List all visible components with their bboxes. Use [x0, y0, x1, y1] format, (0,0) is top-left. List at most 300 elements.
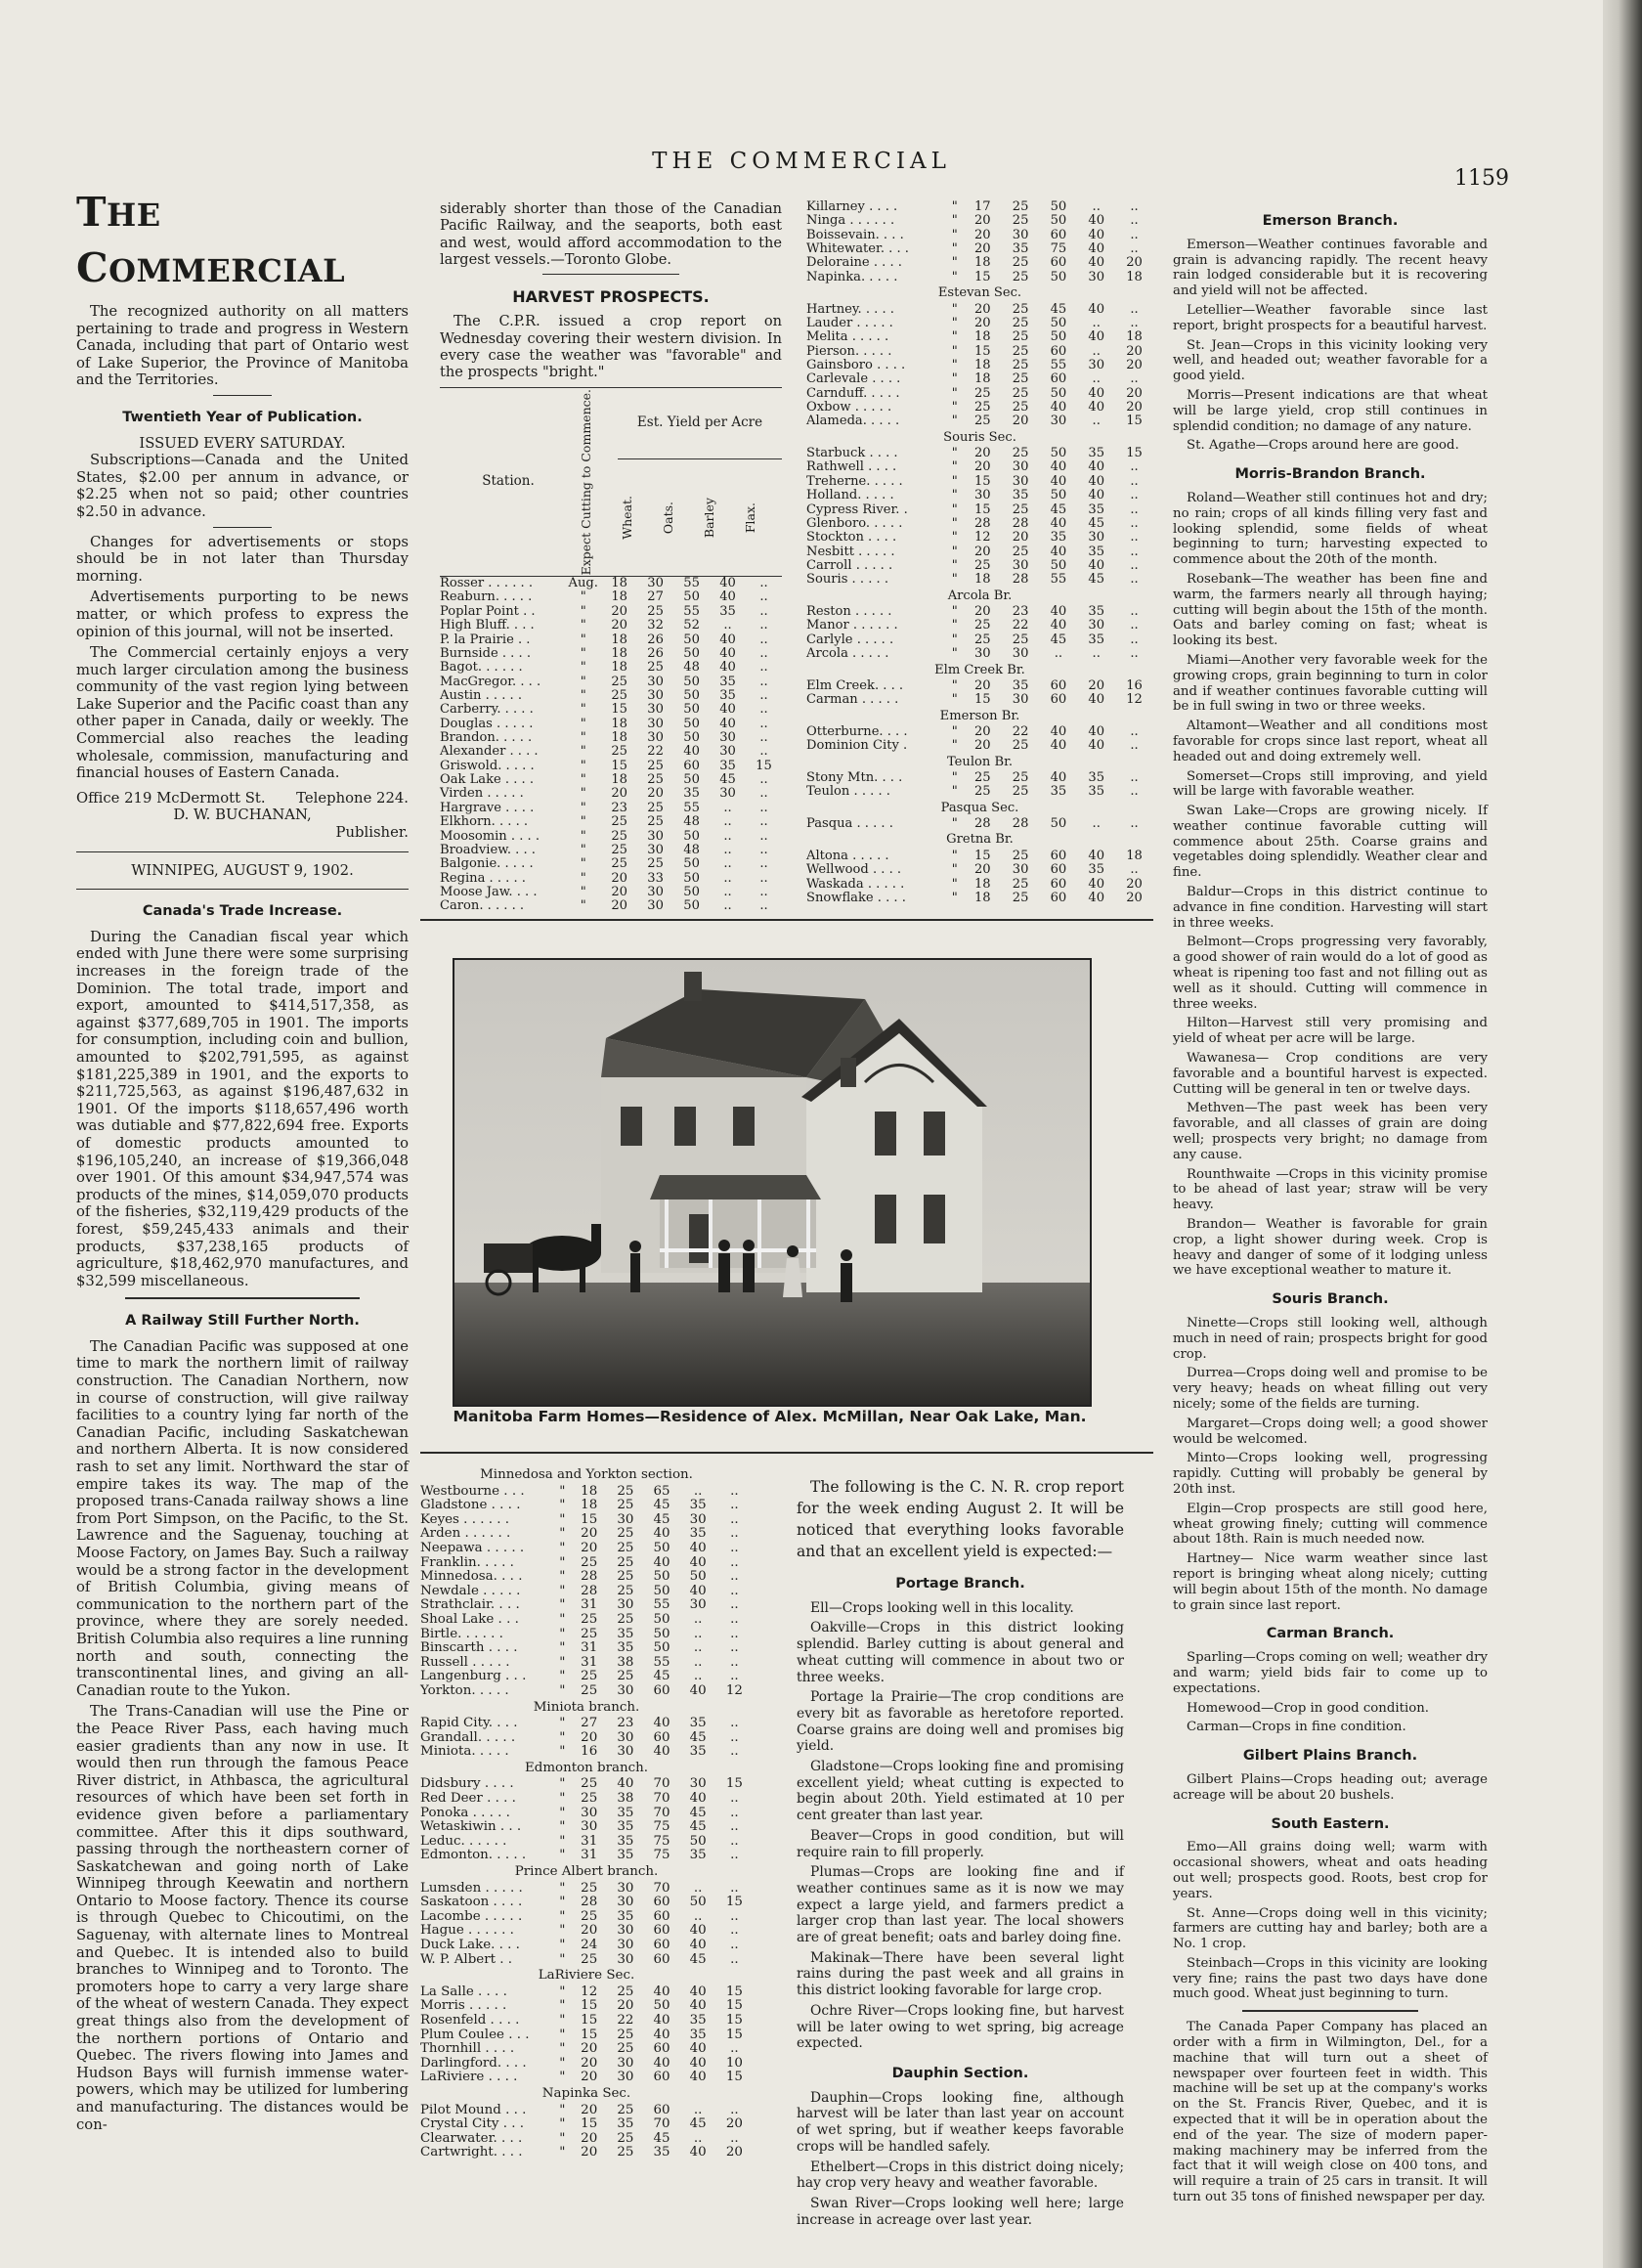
- table-row: [440, 773, 782, 787]
- value-cell: ": [580, 800, 586, 815]
- value-cell: ": [559, 1583, 566, 1598]
- value-cell: 25: [973, 632, 991, 647]
- lower-text-column: [797, 1476, 1124, 2232]
- table-row: [806, 679, 1153, 693]
- value-cell: 15: [725, 2012, 743, 2028]
- value-cell: 30: [617, 2070, 634, 2085]
- value-cell: 50: [1050, 329, 1067, 345]
- value-cell: ..: [730, 1716, 739, 1731]
- value-cell: ": [580, 744, 586, 760]
- station-cell: Strathclair. . . .: [420, 1597, 520, 1613]
- station-cell: Melita . . . . .: [806, 329, 889, 345]
- value-cell: ": [559, 1833, 566, 1849]
- value-cell: 35: [1088, 784, 1105, 800]
- value-cell: 40: [719, 589, 736, 605]
- value-cell: 12: [1126, 692, 1143, 708]
- value-cell: 45: [1088, 572, 1105, 588]
- value-cell: 15: [973, 502, 991, 517]
- value-cell: ..: [730, 1583, 739, 1598]
- value-cell: ..: [723, 870, 732, 886]
- value-cell: ..: [1130, 738, 1139, 754]
- section-row: [420, 1967, 753, 1985]
- value-cell: 55: [683, 576, 700, 591]
- station-cell: Carlyle . . . . .: [806, 632, 894, 647]
- value-cell: ..: [730, 1483, 739, 1499]
- station-cell: Franklin. . . . .: [420, 1554, 514, 1570]
- value-cell: 40: [1088, 876, 1105, 892]
- station-cell: Carroll . . . . .: [806, 557, 893, 573]
- value-cell: ": [951, 632, 958, 647]
- col-flax: Flax.: [743, 502, 757, 534]
- value-cell: 35: [719, 603, 736, 619]
- value-cell: 30: [617, 1511, 634, 1527]
- col-oats: Oats.: [661, 502, 675, 535]
- station-cell: Hargrave . . . .: [440, 800, 535, 815]
- value-cell: ..: [693, 1483, 703, 1499]
- value-cell: 25: [973, 400, 991, 415]
- value-cell: 25: [1012, 357, 1029, 372]
- value-cell: 18: [611, 772, 627, 788]
- value-cell: ..: [730, 2130, 739, 2146]
- table-row: [420, 2132, 753, 2147]
- value-cell: ": [559, 1498, 566, 1513]
- value-cell: ": [580, 814, 586, 830]
- value-cell: 45: [689, 1819, 707, 1835]
- value-cell: 15: [581, 2012, 598, 2028]
- branch-report: Elgin—Crop prospects are still good here, wheat growing finely; cutting will commence about 18th. Rain is much needed now.: [1173, 1501, 1488, 1548]
- table-row: [806, 401, 1153, 414]
- table-row: [420, 1717, 753, 1731]
- value-cell: ": [559, 1626, 566, 1641]
- value-cell: 15: [725, 2070, 743, 2085]
- value-cell: 35: [617, 2116, 634, 2132]
- value-cell: 20: [973, 459, 991, 475]
- value-cell: ": [951, 473, 958, 489]
- table-row: [420, 1939, 753, 1953]
- value-cell: 25: [1012, 544, 1029, 559]
- station-cell: Arcola . . . . .: [806, 646, 889, 662]
- station-cell: Dominion City .: [806, 738, 908, 754]
- value-cell: 25: [611, 687, 627, 703]
- value-cell: 23: [617, 1716, 634, 1731]
- value-cell: 25: [1012, 371, 1029, 387]
- value-cell: ..: [1130, 488, 1139, 503]
- table-row: [420, 1613, 753, 1628]
- value-cell: 20: [581, 2055, 598, 2071]
- article-body: During the Canadian fiscal year which ended with June there were some surprising increases in the foreign trade of the Dominion. The total trade, import and export, amounted to $414,517,358, as against $377,689,705 in 1901. The imports for consumption, including coin and bullion, amounted to $202,791,595, as against $181,225,389 in 1901, and the exports to $211,725,563, as against $196,487,632 in 1901. Of the imports $118,657,496 worth was dutiable and $77,822,694 free. Exports of domestic products amounted to $196,105,240, an increase of $19,366,048 over 1901. Of this amount $34,947,574 was products of the mines, $14,059,070 products of the fisheries, $32,119,429 products of the forest, $59,245,433 animals and their products, $37,238,165 products of agriculture, $18,462,970 manufactures, and $32,599 miscellaneous.: [76, 928, 409, 1289]
- station-cell: Yorkton. . . . .: [420, 1682, 509, 1698]
- value-cell: ": [559, 1716, 566, 1731]
- value-cell: 60: [1050, 876, 1067, 892]
- table-row: [440, 857, 782, 871]
- table-row: [806, 317, 1153, 330]
- value-cell: 30: [647, 730, 664, 746]
- value-cell: 48: [683, 842, 700, 857]
- branch-report: St. Agathe—Crops around here are good.: [1187, 438, 1459, 454]
- value-cell: 25: [581, 1880, 598, 1896]
- station-cell: Carlevale . . . .: [806, 371, 901, 387]
- value-cell: 35: [689, 1744, 707, 1760]
- branch-report: Baldur—Crops in this district continue to advance in fine condition. Harvesting will start in three weeks.: [1173, 885, 1488, 931]
- value-cell: ": [559, 2102, 566, 2117]
- value-cell: 30: [1088, 357, 1105, 372]
- value-cell: 50: [1050, 816, 1067, 832]
- station-cell: Alameda. . . . .: [806, 414, 900, 429]
- value-cell: 20: [611, 884, 627, 899]
- table-row: [420, 1556, 753, 1571]
- value-cell: 50: [1050, 488, 1067, 503]
- value-cell: 60: [1050, 848, 1067, 863]
- value-cell: 15: [973, 343, 991, 359]
- station-cell: Stockton . . . .: [806, 530, 897, 545]
- station-cell: Nesbitt . . . . .: [806, 544, 895, 559]
- value-cell: 60: [653, 1729, 670, 1745]
- station-cell: Binscarth . . . .: [420, 1640, 518, 1656]
- value-cell: 55: [683, 603, 700, 619]
- value-cell: 35: [617, 1626, 634, 1641]
- value-cell: 40: [1050, 473, 1067, 489]
- value-cell: 40: [689, 1540, 707, 1555]
- value-cell: ": [580, 716, 586, 731]
- value-cell: ..: [1130, 646, 1139, 662]
- table-row: [440, 830, 782, 844]
- branch-report: Ethelbert—Crops in this district doing nicely; hay crop very heavy and weather favorable.: [797, 2159, 1124, 2192]
- value-cell: 30: [689, 1776, 707, 1792]
- value-cell: ": [951, 488, 958, 503]
- office-line: [76, 790, 409, 807]
- station-cell: Gladstone . . . .: [420, 1498, 521, 1513]
- value-cell: 25: [581, 1626, 598, 1641]
- table-row: [420, 1670, 753, 1684]
- section-label: Arcola Br.: [947, 588, 1013, 603]
- station-cell: Rosser . . . . . .: [440, 576, 534, 591]
- value-cell: 28: [581, 1583, 598, 1598]
- value-cell: ": [559, 1483, 566, 1499]
- masthead-title: THE COMMERCIAL: [76, 189, 346, 291]
- value-cell: 45: [689, 1729, 707, 1745]
- value-cell: ..: [723, 884, 732, 899]
- value-cell: ..: [1130, 544, 1139, 559]
- station-cell: Neepawa . . . . .: [420, 1540, 525, 1555]
- value-cell: 50: [653, 1583, 670, 1598]
- value-cell: 40: [1088, 241, 1105, 257]
- value-cell: 25: [617, 1498, 634, 1513]
- value-cell: 40: [1088, 557, 1105, 573]
- value-cell: 40: [1088, 459, 1105, 475]
- farm-home-photo: [453, 958, 1092, 1407]
- value-cell: 20: [581, 1540, 598, 1555]
- table-row: [420, 1527, 753, 1542]
- value-cell: ..: [723, 800, 732, 815]
- table-row: [806, 229, 1153, 242]
- value-cell: 40: [1088, 227, 1105, 242]
- value-cell: 20: [1126, 876, 1143, 892]
- value-cell: 30: [617, 1951, 634, 1967]
- station-cell: Didsbury . . . .: [420, 1776, 514, 1792]
- value-cell: ..: [1092, 199, 1101, 214]
- article-body: The Canadian Pacific was supposed at one time to mark the northern limit of railway construction. The Canadian Northern, now in course of construction, will give railway facilities to a country lying far north of the Canadian Pacific, including Saskatchewan and northern Alberta. It is now considered rash to set any limit. Northward the star of empire takes its way. The map of the proposed trans-Canada railway shows a line from Port Simpson, on the Pacific, to the St. Lawrence and the Saguenay, touching at Moose Factory, on James Bay. Such a railway would be a strong factor in the development of British Columbia, giving means of communication to the northern part of the province, where they are sorely needed. British Columbia also requires a line running north and south, connecting the transcontinental lines, and giving an all-Canadian route to the Yukon.: [76, 1337, 409, 1699]
- value-cell: 20: [581, 1526, 598, 1542]
- value-cell: ..: [1130, 199, 1139, 214]
- value-cell: 31: [581, 1597, 598, 1613]
- value-cell: 60: [653, 1938, 670, 1952]
- value-cell: 35: [689, 2012, 707, 2028]
- branch-heading: South Eastern.: [1271, 1815, 1390, 1832]
- value-cell: 15: [581, 1998, 598, 2014]
- value-cell: 20: [581, 2130, 598, 2146]
- branch-report: Durrea—Crops doing well and promise to be very heavy; heads on wheat filling out very nicely; some of the fields are turning.: [1173, 1366, 1488, 1412]
- value-cell: 25: [617, 1554, 634, 1570]
- value-cell: 50: [683, 870, 700, 886]
- table-header: [440, 387, 782, 577]
- value-cell: 40: [1050, 618, 1067, 633]
- table-row: [440, 815, 782, 829]
- value-cell: ..: [759, 898, 768, 914]
- value-cell: 35: [653, 2145, 670, 2160]
- value-cell: 15: [725, 2027, 743, 2042]
- value-cell: 30: [617, 1938, 634, 1952]
- value-cell: 25: [1012, 255, 1029, 271]
- value-cell: ..: [730, 1880, 739, 1896]
- value-cell: 18: [973, 357, 991, 372]
- table-row: [420, 1499, 753, 1513]
- value-cell: ..: [730, 1654, 739, 1670]
- table-row: [806, 517, 1153, 531]
- value-cell: ": [559, 2055, 566, 2071]
- value-cell: 60: [1050, 371, 1067, 387]
- value-cell: 25: [647, 800, 664, 815]
- value-cell: 25: [617, 1483, 634, 1499]
- station-cell: Oxbow . . . . .: [806, 400, 892, 415]
- table-row: [440, 605, 782, 619]
- value-cell: 18: [973, 371, 991, 387]
- value-cell: 16: [581, 1744, 598, 1760]
- value-cell: 15: [756, 758, 772, 773]
- value-cell: 48: [683, 660, 700, 676]
- table-row: [806, 647, 1153, 661]
- value-cell: 25: [617, 1540, 634, 1555]
- value-cell: 25: [581, 1682, 598, 1698]
- col-est-yield: Est. Yield per Acre: [618, 387, 782, 459]
- value-cell: 45: [1088, 515, 1105, 531]
- value-cell: 18: [1126, 329, 1143, 345]
- value-cell: 30: [1088, 618, 1105, 633]
- value-cell: ..: [730, 1640, 739, 1656]
- station-cell: Reaburn. . . . .: [440, 589, 533, 605]
- station-cell: Leduc. . . . . .: [420, 1833, 507, 1849]
- table-row: [420, 1485, 753, 1500]
- value-cell: 25: [617, 1611, 634, 1627]
- value-cell: ": [951, 213, 958, 229]
- lower-crop-table-column: [420, 1466, 753, 2160]
- value-cell: 25: [611, 674, 627, 689]
- value-cell: ": [559, 1951, 566, 1967]
- value-cell: ": [951, 343, 958, 359]
- branch-report: Gilbert Plains—Crops heading out; average acreage will be about 20 bushels.: [1173, 1771, 1488, 1803]
- value-cell: 25: [581, 1776, 598, 1792]
- station-cell: Killarney . . . .: [806, 199, 898, 214]
- value-cell: 25: [611, 744, 627, 760]
- value-cell: 30: [647, 576, 664, 591]
- value-cell: ": [559, 2145, 566, 2160]
- station-cell: Manor . . . . . .: [806, 618, 898, 633]
- value-cell: 25: [617, 2130, 634, 2146]
- value-cell: 25: [611, 856, 627, 872]
- branch-heading: Emerson Branch.: [1262, 213, 1399, 229]
- value-cell: 25: [1012, 199, 1029, 214]
- station-cell: Moosomin . . . .: [440, 828, 540, 844]
- value-cell: 33: [647, 870, 664, 886]
- running-title: THE COMMERCIAL: [652, 149, 951, 174]
- dateline: WINNIPEG, AUGUST 9, 1902.: [131, 861, 354, 879]
- value-cell: 45: [1050, 502, 1067, 517]
- value-cell: ..: [1130, 227, 1139, 242]
- value-cell: 20: [973, 446, 991, 461]
- table-row: [420, 1598, 753, 1613]
- col-station: Station.: [440, 387, 577, 576]
- value-cell: ..: [1130, 515, 1139, 531]
- value-cell: 20: [581, 2145, 598, 2160]
- table-row: [440, 844, 782, 857]
- table-row: [440, 760, 782, 773]
- value-cell: 25: [647, 814, 664, 830]
- value-cell: ": [951, 876, 958, 892]
- section-row: [420, 1760, 753, 1778]
- station-cell: Plum Coulee . . .: [420, 2027, 530, 2042]
- column-2: [440, 200, 782, 914]
- value-cell: 25: [617, 1569, 634, 1585]
- table-row: [420, 1542, 753, 1556]
- table-row: [806, 387, 1153, 401]
- section-label: Minnedosa and Yorkton section.: [480, 1467, 693, 1482]
- value-cell: 20: [581, 1923, 598, 1939]
- col-wheat: Wheat.: [620, 496, 634, 541]
- column-4: [1173, 200, 1488, 2209]
- value-cell: 40: [653, 2027, 670, 2042]
- branch-heading: Dauphin Section.: [891, 2065, 1029, 2081]
- table-row: [440, 872, 782, 886]
- value-cell: ..: [759, 870, 768, 886]
- value-cell: ": [559, 1540, 566, 1555]
- value-cell: ": [580, 870, 586, 886]
- subscriptions: Subscriptions—Canada and the United States, $2.00 per annum in advance, or $2.25 when not so paid; other countries $2.50 in advance.: [76, 452, 409, 520]
- value-cell: ": [559, 1640, 566, 1656]
- table-row: [420, 2014, 753, 2028]
- value-cell: 22: [647, 744, 664, 760]
- value-cell: ..: [759, 716, 768, 731]
- value-cell: 40: [719, 702, 736, 718]
- value-cell: 50: [683, 632, 700, 647]
- value-cell: ": [951, 544, 958, 559]
- value-cell: 23: [1012, 604, 1029, 620]
- value-cell: ..: [759, 687, 768, 703]
- value-cell: 40: [719, 632, 736, 647]
- station-cell: Grandall. . . . .: [420, 1729, 516, 1745]
- value-cell: 40: [719, 645, 736, 661]
- value-cell: 31: [581, 1654, 598, 1670]
- value-cell: 18: [611, 716, 627, 731]
- branch-report: Somerset—Crops still improving, and yield will be large with favorable weather.: [1173, 768, 1488, 800]
- value-cell: 40: [1050, 515, 1067, 531]
- value-cell: ..: [730, 1729, 739, 1745]
- branch-report: Portage la Prairie—The crop conditions are every bit as favorable as heretofore reported. Coarse grains are doing well and promises big yield.: [797, 1689, 1124, 1755]
- value-cell: 35: [617, 1805, 634, 1820]
- value-cell: 15: [725, 1998, 743, 2014]
- section-label: Napinka Sec.: [541, 2085, 631, 2101]
- value-cell: 20: [1088, 677, 1105, 693]
- value-cell: 18: [611, 632, 627, 647]
- station-cell: Thornhill . . . .: [420, 2041, 515, 2057]
- article-heading: Canada's Trade Increase.: [142, 903, 343, 920]
- divider: [76, 851, 409, 852]
- divider: [542, 274, 679, 275]
- value-cell: 30: [617, 1895, 634, 1910]
- value-cell: 50: [1050, 269, 1067, 284]
- value-cell: ": [951, 515, 958, 531]
- value-cell: ..: [759, 632, 768, 647]
- value-cell: ..: [730, 1597, 739, 1613]
- value-cell: 28: [973, 515, 991, 531]
- value-cell: ": [580, 589, 586, 605]
- value-cell: 31: [581, 1833, 598, 1849]
- value-cell: ..: [730, 1669, 739, 1684]
- table-row: [806, 414, 1153, 428]
- value-cell: ": [580, 758, 586, 773]
- table-row: [806, 605, 1153, 619]
- value-cell: ..: [1092, 414, 1101, 429]
- value-cell: 45: [653, 2130, 670, 2146]
- station-cell: Douglas . . . . .: [440, 716, 534, 731]
- table-row: [440, 731, 782, 745]
- value-cell: ..: [759, 702, 768, 718]
- farmhouse-illustration: [454, 960, 1090, 1405]
- value-cell: 35: [1088, 604, 1105, 620]
- value-cell: ": [559, 1938, 566, 1952]
- value-cell: 40: [1088, 400, 1105, 415]
- branch-report: Dauphin—Crops looking fine, although harvest will be later than last year on account of wet spring, but if weather keeps favorable crops will be handled safely.: [797, 2089, 1124, 2155]
- value-cell: 40: [1050, 604, 1067, 620]
- value-cell: 35: [1088, 632, 1105, 647]
- station-cell: Rathwell . . . .: [806, 459, 897, 475]
- value-cell: ": [951, 371, 958, 387]
- divider: [213, 395, 272, 396]
- value-cell: ": [951, 414, 958, 429]
- value-cell: 40: [617, 1776, 634, 1792]
- value-cell: 25: [1012, 890, 1029, 905]
- value-cell: 25: [1012, 738, 1029, 754]
- value-cell: ": [951, 502, 958, 517]
- value-cell: 40: [653, 1984, 670, 1999]
- table-row: [440, 689, 782, 703]
- value-cell: ": [559, 1791, 566, 1807]
- value-cell: 26: [647, 645, 664, 661]
- value-cell: 35: [1012, 677, 1029, 693]
- station-cell: Arden . . . . . .: [420, 1526, 511, 1542]
- table-row: [440, 802, 782, 815]
- value-cell: ": [559, 1511, 566, 1527]
- value-cell: ..: [1130, 502, 1139, 517]
- branch-report: Hartney— Nice warm weather since last report is bringing wheat along nicely; cutting will begin about 15th of the month. No damage to grain since last report.: [1173, 1551, 1488, 1613]
- table-row: [440, 886, 782, 899]
- value-cell: 50: [1050, 213, 1067, 229]
- value-cell: 25: [611, 828, 627, 844]
- table-row: [806, 850, 1153, 863]
- value-cell: 25: [617, 1526, 634, 1542]
- office-address: Office 219 McDermott St.: [76, 789, 266, 807]
- station-cell: Langenburg . . .: [420, 1669, 527, 1684]
- station-cell: Birtle. . . . . .: [420, 1626, 503, 1641]
- value-cell: 27: [647, 589, 664, 605]
